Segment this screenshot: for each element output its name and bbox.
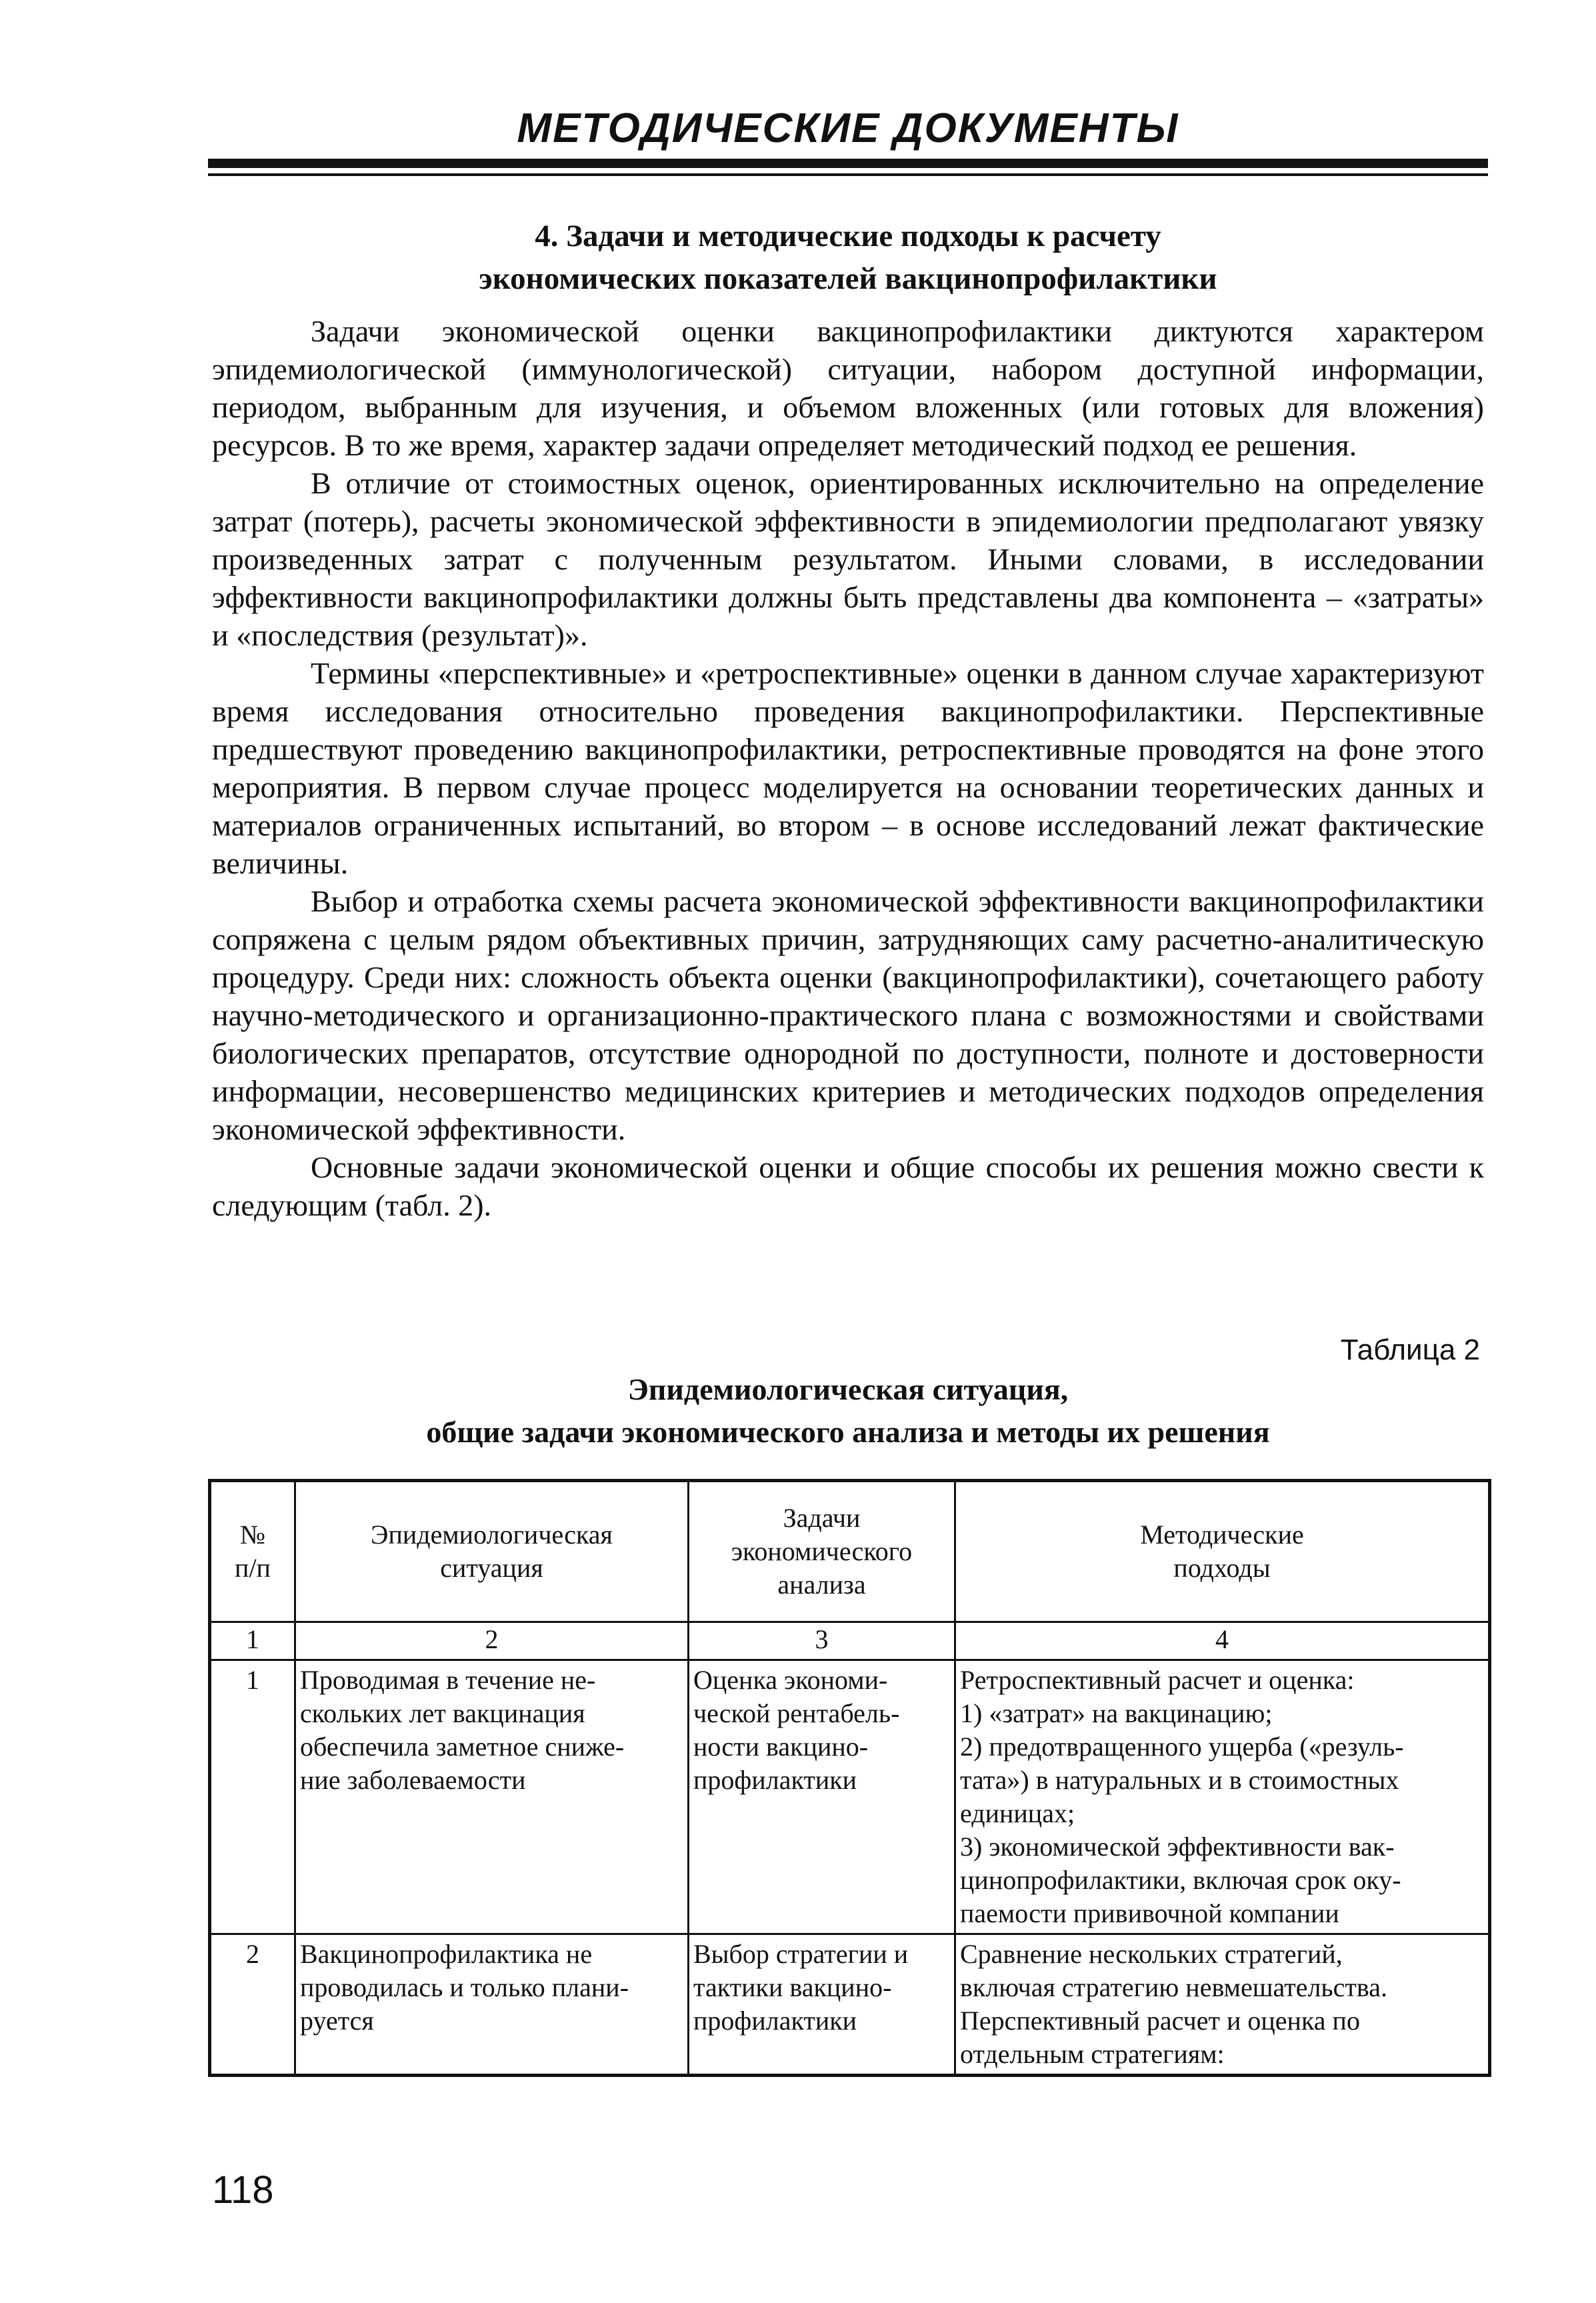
- cell-line: профилактики: [693, 2006, 857, 2036]
- table-title: [208, 1368, 1488, 1454]
- cell-line: Сравнение нескольких стратегий,: [960, 1939, 1343, 1969]
- table-row: [210, 1660, 1490, 1934]
- header-cell-approach: [955, 1481, 1490, 1622]
- section-title-line: экономических показателей вакцинопрофилактики: [479, 261, 1217, 296]
- cell-line: Проводимая в течение не-: [300, 1665, 596, 1695]
- cell-line: 1) «затрат» на вакцинацию;: [960, 1698, 1273, 1728]
- table-title-line: общие задачи экономического анализа и методы их решения: [426, 1415, 1270, 1449]
- column-number: 4: [955, 1622, 1490, 1660]
- header-cell-situation: [295, 1481, 689, 1622]
- cell-line: отдельным стратегиям:: [960, 2039, 1225, 2069]
- cell-line: 2) предотвращенного ущерба («резуль-: [960, 1732, 1404, 1762]
- cell-line: тактики вакцино-: [693, 1972, 892, 2002]
- task-cell: [689, 1660, 955, 1934]
- approach-cell: [955, 1934, 1490, 2076]
- cell-line: скольких лет вакцинация: [300, 1698, 585, 1728]
- header-rule-thick: [208, 159, 1488, 168]
- cell-line: Ретроспективный расчет и оценка:: [960, 1665, 1355, 1695]
- header-text: п/п: [235, 1553, 271, 1583]
- paragraph: Термины «перспективные» и «ретроспективные» оценки в данном случае характеризуют время исследования относительно проведения вакцинопрофилактики. Перспективные предшествуют проведению вакцинопрофилактики, ретроспективные проводятся на фоне этого мероприятия. В первом случае процесс моделируется на основании теоретических данных и материалов ограниченных испытаний, во втором – в основе исследований лежат фактические величины.: [212, 656, 1484, 880]
- methods-table: [208, 1479, 1491, 2077]
- section-title-line: 4. Задачи и методические подходы к расчету: [535, 219, 1161, 253]
- cell-line: проводилась и только плани-: [300, 1972, 629, 2002]
- running-header: МЕТОДИЧЕСКИЕ ДОКУМЕНТЫ: [517, 105, 1179, 151]
- cell-line: Вакцинопрофилактика не: [300, 1939, 593, 1969]
- paragraph: Задачи экономической оценки вакцинопрофилактики диктуются характером эпидемиологической (иммунологической) ситуации, набором доступной информации, периодом, выбранным для изучения, и объемом вложенных (или готовых для вложения) ресурсов. В то же время, характер задачи определяет методический подход ее решения.: [212, 314, 1484, 462]
- header-text: Эпидемиологическая: [371, 1520, 613, 1550]
- table-header-row: [210, 1481, 1490, 1622]
- task-cell: [689, 1934, 955, 2076]
- body-text: [212, 312, 1484, 1224]
- header-text: экономического: [731, 1536, 913, 1566]
- cell-line: профилактики: [693, 1765, 857, 1795]
- cell-line: цинопрофилактики, включая срок оку-: [960, 1865, 1401, 1895]
- section-title: [208, 215, 1488, 300]
- situation-cell: [295, 1934, 689, 2076]
- cell-line: ние заболеваемости: [300, 1765, 526, 1795]
- cell-line: тата») в натуральных и в стоимостных: [960, 1765, 1399, 1795]
- cell-line: паемости прививочной компании: [960, 1898, 1339, 1928]
- cell-line: Оценка экономи-: [693, 1665, 888, 1695]
- header-text: подходы: [1173, 1553, 1271, 1583]
- paragraph: Выбор и отработка схемы расчета экономической эффективности вакцинопрофилактики сопряжена с целым рядом объективных причин, затрудняющих саму расчетно-аналитическую процедуру. Среди них: сложность объекта оценки (вакцинопрофилактики), сочетающего работу научно-методического и организационно-практического плана с возможностями и свойствами биологических препаратов, отсутствие однородной по доступности, полноте и достоверности информации, несовершенство медицинских критериев и методических подходов определения экономической эффективности.: [212, 884, 1484, 1146]
- cell-line: единицах;: [960, 1798, 1075, 1828]
- column-number: 3: [689, 1622, 955, 1660]
- cell-line: Выбор стратегии и: [693, 1939, 909, 1969]
- row-number: 1: [210, 1660, 295, 1934]
- header-cell-task: [689, 1481, 955, 1622]
- cell-line: ности вакцино-: [693, 1732, 869, 1762]
- table-label: Таблица 2: [1340, 1334, 1480, 1366]
- table-title-line: Эпидемиологическая ситуация,: [627, 1372, 1069, 1406]
- row-number: 2: [210, 1934, 295, 2076]
- header-text: Задачи: [783, 1503, 861, 1533]
- cell-line: 3) экономической эффективности вак-: [960, 1832, 1395, 1862]
- header-text: Методические: [1140, 1520, 1304, 1550]
- header-rule-thin: [208, 173, 1488, 176]
- page-number: 118: [212, 2168, 274, 2212]
- column-number: 1: [210, 1622, 295, 1660]
- header-text: ситуация: [440, 1553, 543, 1583]
- table-row: [210, 1934, 1490, 2076]
- paragraph: В отличие от стоимостных оценок, ориентированных исключительно на определение затрат (потерь), расчеты экономической эффективности в эпидемиологии предполагают увязку произведенных затрат с полученным результатом. Иными словами, в исследовании эффективности вакцинопрофилактики должны быть представлены два компонента – «затраты» и «последствия (результат)».: [212, 466, 1484, 652]
- cell-line: ческой рентабель-: [693, 1698, 900, 1728]
- header-text: №: [239, 1520, 266, 1550]
- column-number: 2: [295, 1622, 689, 1660]
- cell-line: руется: [300, 2006, 374, 2036]
- cell-line: включая стратегию невмешательства.: [960, 1972, 1388, 2002]
- header-cell-number: [210, 1481, 295, 1622]
- approach-cell: [955, 1660, 1490, 1934]
- paragraph: Основные задачи экономической оценки и общие способы их решения можно свести к следующим (табл. 2).: [212, 1150, 1484, 1222]
- column-number-row: [210, 1622, 1490, 1660]
- cell-line: Перспективный расчет и оценка по: [960, 2006, 1360, 2036]
- cell-line: обеспечила заметное сниже-: [300, 1732, 625, 1762]
- situation-cell: [295, 1660, 689, 1934]
- header-text: анализа: [777, 1570, 866, 1600]
